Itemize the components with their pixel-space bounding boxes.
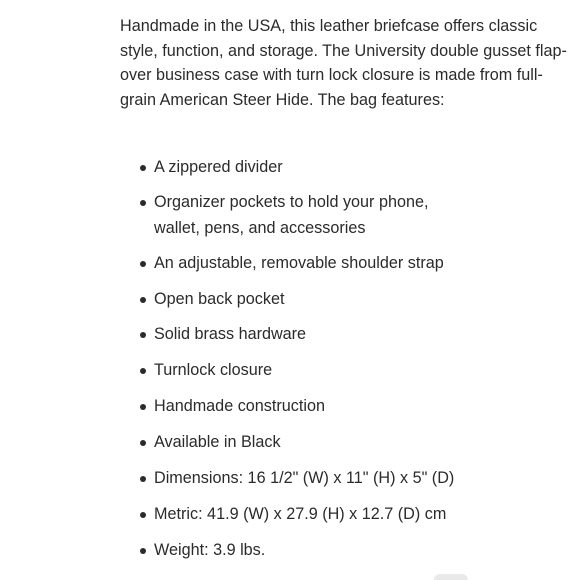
feature-text: Turnlock closure: [154, 361, 273, 379]
bullet-icon: [140, 332, 146, 338]
feature-text: Handmade construction: [154, 397, 325, 415]
bullet-icon: [140, 261, 146, 267]
feature-text: A zippered divider: [154, 158, 283, 176]
feature-text: Dimensions: 16 1/2" (W) x 11" (H) x 5" (D): [154, 469, 455, 487]
feature-text: Open back pocket: [154, 290, 285, 308]
feature-text: An adjustable, removable shoulder strap: [154, 254, 444, 272]
description-intro: Handmade in the USA, this leather briefcase offers classic style, function, and storage. The University double gusset flap-over business case with turn lock closure is made from full-grain American Steer Hide. The bag features:: [120, 17, 567, 109]
bullet-icon: [140, 297, 146, 303]
bullet-icon: [140, 165, 146, 171]
product-description: [120, 14, 570, 559]
feature-text: Solid brass hardware: [154, 325, 307, 343]
feature-text: Metric: 41.9 (W) x 27.9 (H) x 12.7 (D) cm: [154, 505, 447, 523]
scroll-indicator: [434, 574, 468, 580]
bullet-icon: [140, 512, 146, 518]
bullet-icon: [140, 404, 146, 410]
feature-text: Weight: 3.9 lbs.: [154, 541, 266, 559]
bullet-icon: [140, 548, 146, 554]
feature-text: Available in Black: [154, 433, 281, 451]
bullet-icon: [140, 200, 146, 206]
bullet-icon: [140, 440, 146, 446]
bullet-icon: [140, 368, 146, 374]
feature-text: Organizer pockets to hold your phone, wallet, pens, and accessories: [154, 193, 429, 237]
bullet-icon: [140, 476, 146, 482]
